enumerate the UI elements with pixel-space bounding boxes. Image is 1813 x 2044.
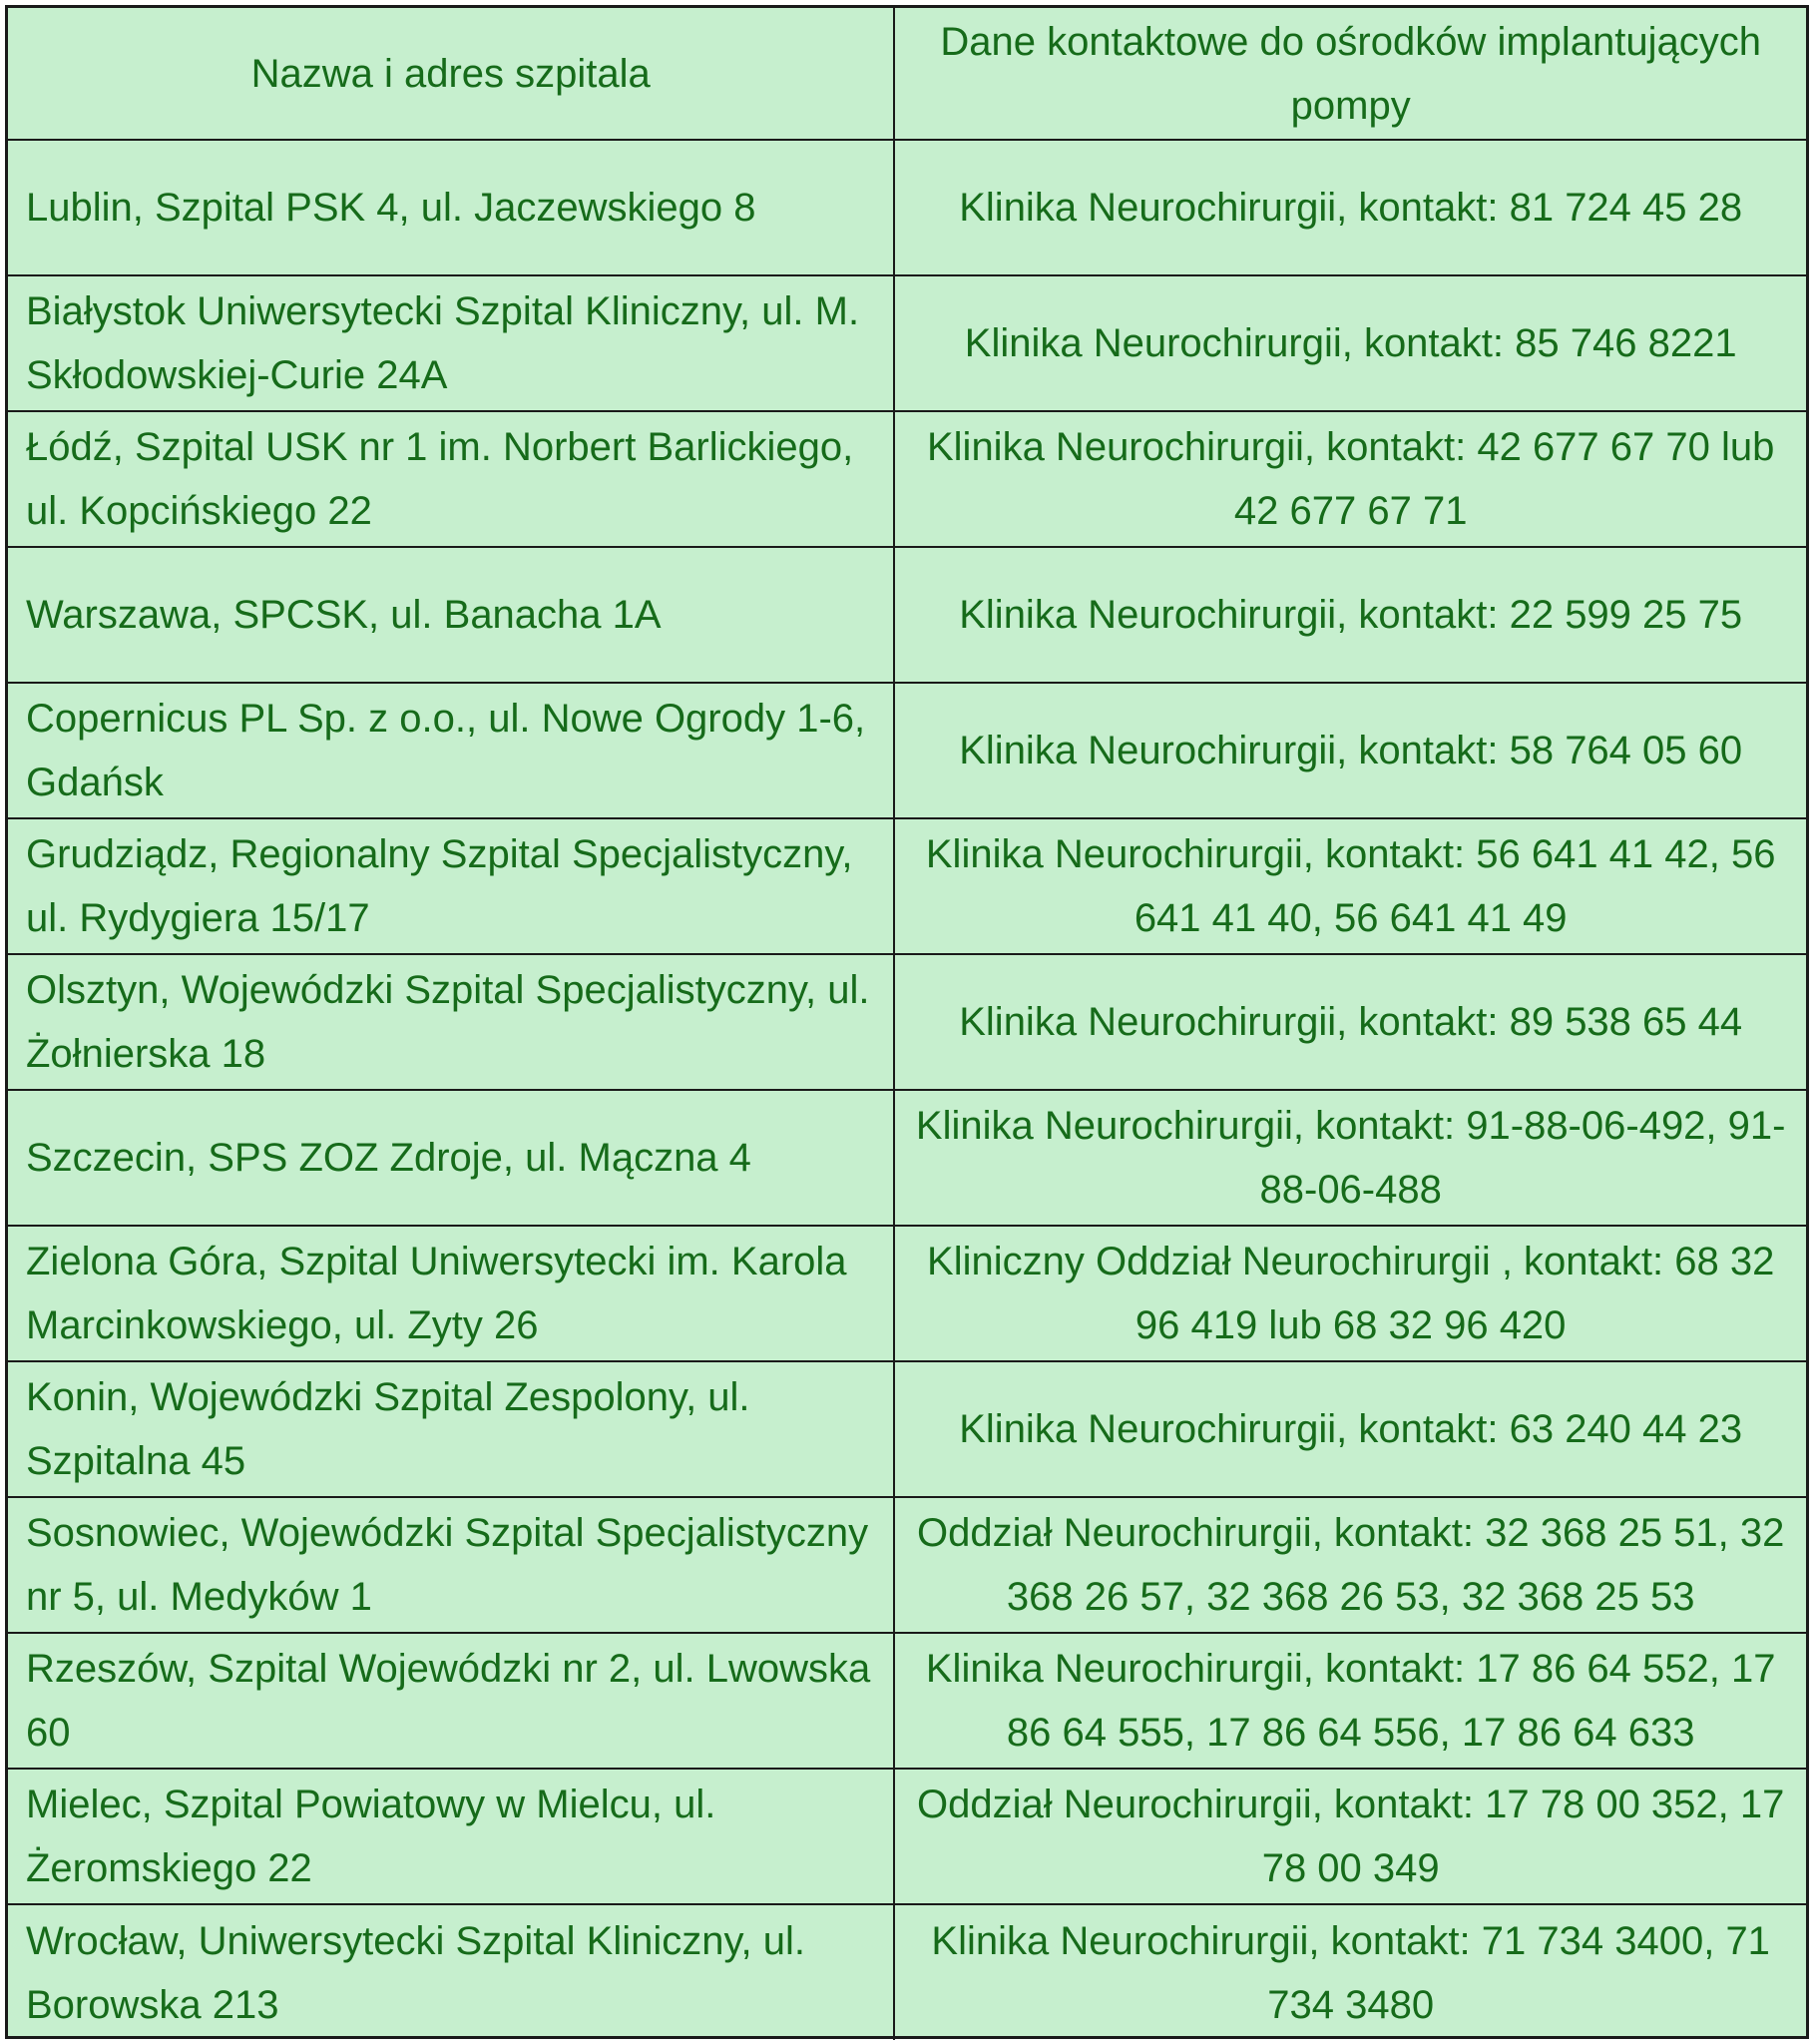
contact-cell: Klinika Neurochirurgii, kontakt: 22 599 25 75: [894, 547, 1806, 683]
hospital-name-cell: Wrocław, Uniwersytecki Szpital Kliniczny, ul. Borowska 213: [8, 1904, 894, 2040]
table-header-row: [8, 8, 1806, 140]
hospital-name-cell: Mielec, Szpital Powiatowy w Mielcu, ul. Żeromskiego 22: [8, 1769, 894, 1904]
hospital-name-cell: Łódź, Szpital USK nr 1 im. Norbert Barlickiego, ul. Kopcińskiego 22: [8, 411, 894, 547]
header-contact-details: Dane kontaktowe do ośrodków implantujących pompy: [894, 8, 1806, 140]
contact-cell: Klinika Neurochirurgii, kontakt: 81 724 45 28: [894, 140, 1806, 275]
hospital-name-cell: Konin, Wojewódzki Szpital Zespolony, ul. Szpitalna 45: [8, 1361, 894, 1497]
hospital-name-cell: Sosnowiec, Wojewódzki Szpital Specjalistyczny nr 5, ul. Medyków 1: [8, 1497, 894, 1633]
table-row: [8, 411, 1806, 547]
contact-cell: Klinika Neurochirurgii, kontakt: 91-88-06-492, 91-88-06-488: [894, 1090, 1806, 1226]
contact-cell: Klinika Neurochirurgii, kontakt: 85 746 8221: [894, 275, 1806, 411]
contact-cell: Oddział Neurochirurgii, kontakt: 17 78 00 352, 17 78 00 349: [894, 1769, 1806, 1904]
table-row: [8, 1769, 1806, 1904]
hospital-name-cell: Szczecin, SPS ZOZ Zdroje, ul. Mączna 4: [8, 1090, 894, 1226]
table-row: [8, 1633, 1806, 1769]
hospital-name-cell: Lublin, Szpital PSK 4, ul. Jaczewskiego 8: [8, 140, 894, 275]
table-row: [8, 1226, 1806, 1361]
header-hospital-name-address: Nazwa i adres szpitala: [8, 8, 894, 140]
contact-cell: Klinika Neurochirurgii, kontakt: 56 641 41 42, 56 641 41 40, 56 641 41 49: [894, 818, 1806, 954]
table-row: [8, 1090, 1806, 1226]
hospital-name-cell: Copernicus PL Sp. z o.o., ul. Nowe Ogrody 1-6, Gdańsk: [8, 683, 894, 818]
table-row: [8, 1361, 1806, 1497]
contact-cell: Klinika Neurochirurgii, kontakt: 58 764 05 60: [894, 683, 1806, 818]
table-row: [8, 1497, 1806, 1633]
table-row: [8, 683, 1806, 818]
contact-cell: Klinika Neurochirurgii, kontakt: 42 677 67 70 lub 42 677 67 71: [894, 411, 1806, 547]
hospital-contacts-table: [8, 8, 1806, 2040]
hospital-name-cell: Olsztyn, Wojewódzki Szpital Specjalistyczny, ul. Żołnierska 18: [8, 954, 894, 1090]
contact-cell: Klinika Neurochirurgii, kontakt: 71 734 3400, 71 734 3480: [894, 1904, 1806, 2040]
hospital-table-container: [5, 5, 1809, 2039]
hospital-name-cell: Zielona Góra, Szpital Uniwersytecki im. Karola Marcinkowskiego, ul. Zyty 26: [8, 1226, 894, 1361]
table-row: [8, 1904, 1806, 2040]
contact-cell: Klinika Neurochirurgii, kontakt: 17 86 64 552, 17 86 64 555, 17 86 64 556, 17 86 64 633: [894, 1633, 1806, 1769]
hospital-name-cell: Grudziądz, Regionalny Szpital Specjalistyczny, ul. Rydygiera 15/17: [8, 818, 894, 954]
table-row: [8, 954, 1806, 1090]
table-row: [8, 140, 1806, 275]
contact-cell: Kliniczny Oddział Neurochirurgii , kontakt: 68 32 96 419 lub 68 32 96 420: [894, 1226, 1806, 1361]
hospital-name-cell: Warszawa, SPCSK, ul. Banacha 1A: [8, 547, 894, 683]
hospital-name-cell: Rzeszów, Szpital Wojewódzki nr 2, ul. Lwowska 60: [8, 1633, 894, 1769]
contact-cell: Klinika Neurochirurgii, kontakt: 89 538 65 44: [894, 954, 1806, 1090]
table-row: [8, 547, 1806, 683]
hospital-name-cell: Białystok Uniwersytecki Szpital Kliniczny, ul. M. Skłodowskiej-Curie 24A: [8, 275, 894, 411]
contact-cell: Oddział Neurochirurgii, kontakt: 32 368 25 51, 32 368 26 57, 32 368 26 53, 32 368 25 53: [894, 1497, 1806, 1633]
table-row: [8, 818, 1806, 954]
contact-cell: Klinika Neurochirurgii, kontakt: 63 240 44 23: [894, 1361, 1806, 1497]
table-row: [8, 275, 1806, 411]
